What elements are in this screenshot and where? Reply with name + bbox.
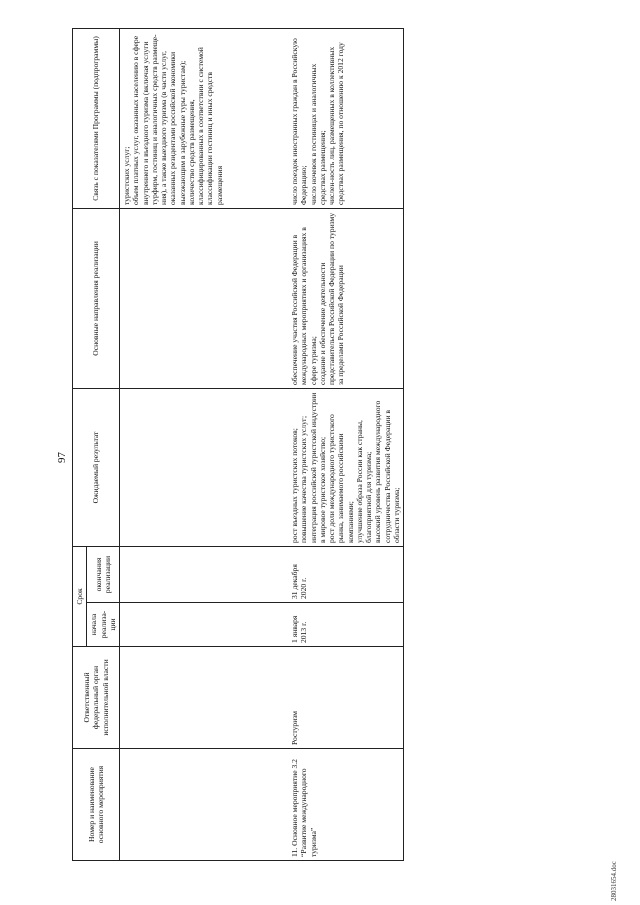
cell-empty — [120, 603, 288, 647]
indicator-line: число ночевок в гостиницах и аналогичных средствах размещения; — [308, 63, 327, 205]
indicator-line: объем платных услуг, оказанных населению в сфере внутреннего и въездного туризма (включая услуги турфирм, гостиниц и аналогичных средств размеще-ния), а также выездного туризма (в части услуг, оказанных резидентами российской экономики выезжающим в зарубежные туры туристам); — [131, 34, 187, 205]
header-term-start: начала реализа-ции — [87, 603, 120, 647]
cell-end-date: 31 декабря 2020 г. — [288, 546, 404, 602]
cell-empty — [120, 546, 288, 602]
cell-indicators — [288, 28, 404, 208]
cell-empty — [120, 647, 288, 749]
cell-indicators-continued — [120, 28, 288, 208]
header-responsible: Ответственный федеральный орган исполнительной власти — [73, 647, 120, 749]
cell-responsible: Ростуризм — [288, 647, 404, 749]
indicator-line: количество средств размещения, классифицированных в соответствии с системой классификации гостиниц и иных средств размещения — [186, 47, 224, 205]
table-row-11 — [288, 28, 404, 860]
header-number-name: Номер и наименование основного мероприятия — [73, 749, 120, 861]
cell-empty — [120, 388, 288, 546]
page-number: 97 — [56, 452, 68, 463]
result-line: высокий уровень развития международного сотрудничества Российской Федерации в области туризма; — [373, 400, 401, 543]
result-line: рост доли международного туристского рынка, занимаемого российскими компаниями; — [327, 414, 355, 543]
indicator-line: туристских услуг; — [122, 146, 131, 205]
cell-directions — [288, 208, 404, 388]
program-activities-table — [72, 28, 404, 861]
header-term: Срок — [73, 546, 87, 646]
row-number: 11. — [290, 847, 299, 857]
header-directions: Основные направления реализации — [73, 208, 120, 388]
result-line: интеграция российской туристской индустрии в мировое туристское хозяйство; — [308, 392, 327, 543]
activity-name: Основное мероприятие 3.2 “Развитие международного туризма” — [290, 759, 318, 857]
cell-expected-results — [288, 388, 404, 546]
header-row — [73, 28, 87, 860]
result-line: рост въездных туристских потоков; — [290, 428, 299, 543]
header-expected-result: Ожидаемый результат — [73, 388, 120, 546]
result-line: повышение качества туристских услуг; — [299, 415, 309, 543]
direction-line: обеспечение участия Российской Федерации в международных мероприятиях и организациях в сфере туризма; — [290, 227, 318, 385]
cell-empty — [120, 208, 288, 388]
cell-number-name — [288, 749, 404, 861]
header-indicators-link: Связь с показателями Программы (подпрограммы) — [73, 28, 120, 208]
cell-empty — [120, 749, 288, 861]
result-line: улучшение образа России как страны, благоприятной для туризма; — [354, 420, 373, 543]
direction-line: создание и обеспечение деятельности представительств Российской Федерации по туризму за пределами Российской Федерации — [317, 212, 346, 385]
cell-start-date: 1 января 2013 г. — [288, 603, 404, 647]
document-file-id: 28031654.doc — [610, 861, 618, 901]
header-term-end: окончания реализации — [87, 546, 120, 602]
indicator-line: число поездок иностранных граждан в Российскую Федерацию; — [290, 38, 309, 205]
table-row-continuation — [120, 28, 288, 860]
indicator-line: числен-ность лиц, размещенных в коллективных средствах размещения, по отношению к 2012 году — [327, 42, 346, 205]
